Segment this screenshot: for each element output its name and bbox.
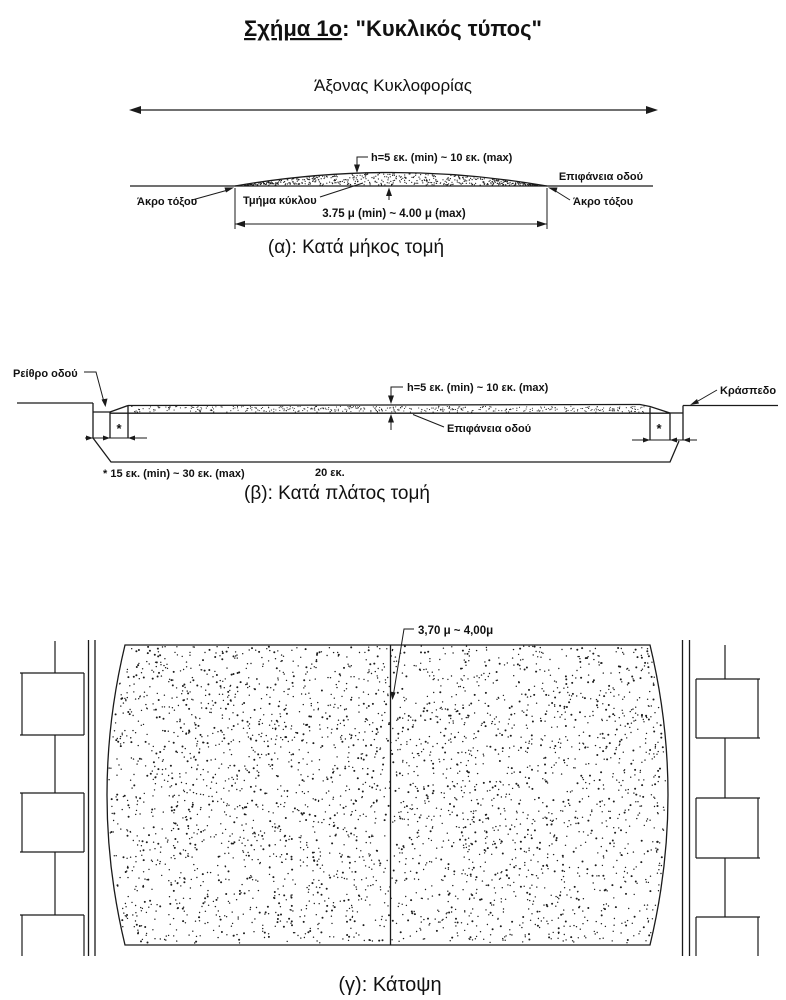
right-gutter — [650, 406, 778, 441]
base-line-b — [93, 438, 679, 462]
width-dim-label-a: 3.75 μ (min) ~ 4.00 μ (max) — [322, 208, 466, 220]
arc-edge-left-callout — [137, 188, 234, 209]
page-title-rest: : "Κυκλικός τύπος" — [342, 16, 542, 41]
figure-title — [244, 16, 542, 41]
traffic-axis — [129, 76, 658, 114]
circle-segment-label: Τμήμα κύκλου — [243, 195, 317, 207]
caption-a: (α): Κατά μήκος τομή — [267, 237, 445, 258]
road-surface-label-a: Επιφάνεια οδού — [558, 171, 643, 183]
section-c — [20, 625, 760, 996]
left-gutter — [17, 403, 128, 438]
height-dim-label-b: h=5 εκ. (min) ~ 10 εκ. (max) — [407, 382, 549, 394]
double-arrow-icon — [129, 106, 658, 114]
section-b — [13, 368, 778, 504]
right-brick-wall — [696, 645, 760, 956]
star-marker-left: * — [116, 421, 122, 436]
traffic-axis-label: Άξονας Κυκλοφορίας — [314, 76, 472, 95]
plan-width-callout — [390, 625, 493, 700]
base-dim-label: 20 εκ. — [315, 467, 345, 479]
left-curb-lines — [89, 640, 96, 956]
star-marker-right: * — [656, 421, 662, 436]
arc-edge-right-callout — [548, 188, 633, 209]
right-curb-lines — [683, 640, 690, 956]
road-layer-stipple — [131, 406, 644, 413]
height-dim-label-a: h=5 εκ. (min) ~ 10 εκ. (max) — [371, 152, 513, 164]
hump-stipple-texture — [244, 173, 538, 186]
gutter-label: Ρείθρο οδού — [13, 368, 78, 380]
section-a — [130, 152, 653, 258]
caption-c: (γ): Κάτοψη — [338, 974, 442, 996]
gutter-callout — [13, 368, 108, 407]
curb-callout — [690, 385, 776, 405]
arc-edge-left-label: Άκρο τόξου — [137, 196, 198, 208]
gutter-dimension-right — [632, 438, 697, 443]
hump-plan-outline — [107, 645, 668, 945]
plan-width-label: 3,70 μ ~ 4,00μ — [418, 625, 494, 637]
curb-label: Κράσπεδο — [720, 385, 777, 397]
hump-plan-stipple — [108, 645, 666, 943]
road-surface-callout-b — [413, 415, 531, 436]
star-dim-label: * 15 εκ. (min) ~ 30 εκ. (max) — [103, 468, 245, 480]
arc-edge-right-label: Άκρο τόξου — [573, 196, 634, 208]
caption-b: (β): Κατά πλάτος τομή — [244, 483, 430, 504]
left-brick-wall — [20, 641, 84, 956]
page-title-underlined: Σχήμα 1ο — [244, 16, 343, 41]
page-title — [244, 16, 542, 41]
road-surface-label-b: Επιφάνεια οδού — [447, 423, 532, 435]
